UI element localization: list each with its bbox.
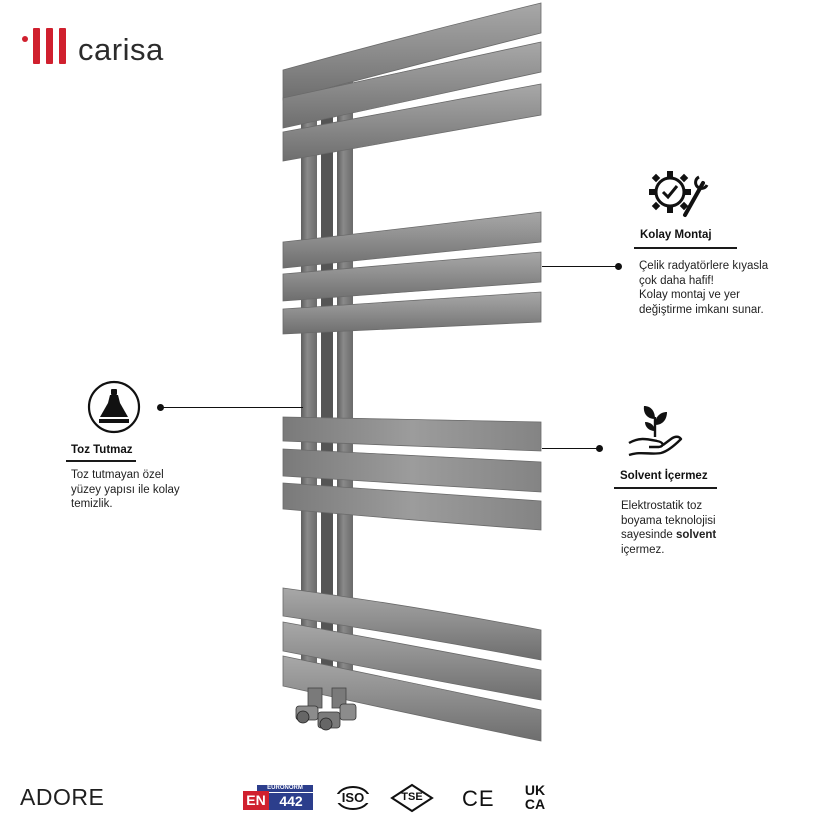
radiator-post [337,70,353,680]
callout-line [542,448,598,449]
feature-underline [66,460,136,462]
ce-badge: CE [462,786,495,811]
callout-dot [596,445,603,452]
towel-radiator-image [270,0,560,745]
radiator-post [301,70,317,680]
en442-badge: EURONORM EN 442 [243,785,314,810]
plant-in-hand-icon [625,403,683,461]
callout-line [161,407,303,408]
feature-title: Toz Tutmaz [71,444,133,456]
logo-dot [22,36,28,42]
feature-underline [634,247,737,249]
callout-line [542,266,618,267]
logo-bar [33,28,40,64]
tse-badge: TSE [390,783,434,813]
callout-dot [615,263,622,270]
gear-wrench-check-icon [645,165,711,223]
dust-brush-icon [87,380,141,434]
feature-description: Elektrostatik toz boyama teknolojisi sayesinde solvent içermez. [621,500,717,556]
logo-bar [59,28,66,64]
brand-name: carisa [78,32,164,67]
logo-bar [46,28,53,64]
feature-title: Solvent İçermez [620,470,708,482]
feature-description: Toz tutmayan özel yüzey yapısı ile kolay temizlik. [71,469,180,510]
iso-badge: ISO [335,785,371,811]
feature-title: Kolay Montaj [640,229,712,241]
feature-underline [614,487,717,489]
radiator-post [321,70,333,680]
feature-description: Çelik radyatörlere kıyasla çok daha hafif! Kolay montaj ve yer değiştirme imkanı sunar. [639,260,769,316]
ukca-badge: UK CA [524,782,546,812]
brand-logo [20,18,200,68]
product-name: ADORE [20,784,105,810]
